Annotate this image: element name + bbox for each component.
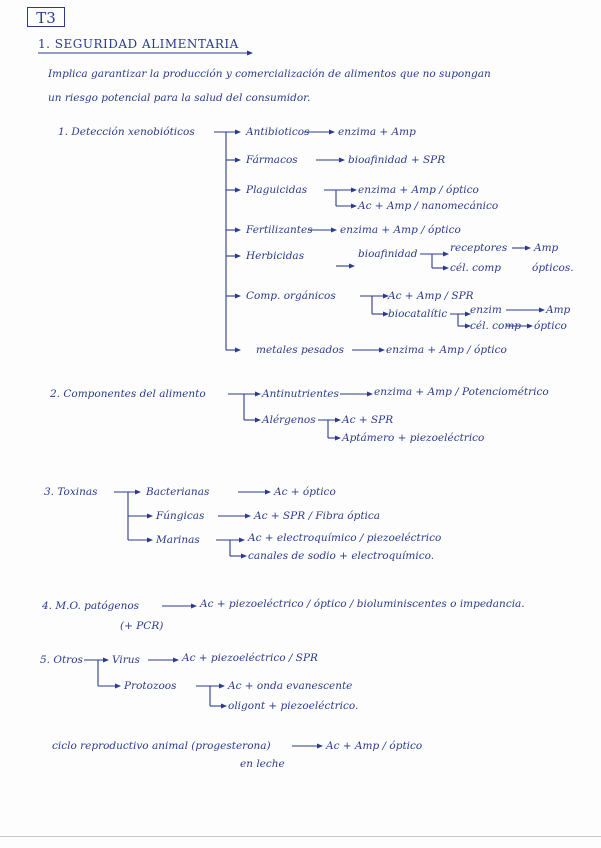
s1-fertilizantes-result: enzima + Amp / óptico [340, 224, 461, 236]
s1-antibioticos-result: enzima + Amp [338, 126, 416, 138]
arrowhead [335, 418, 341, 423]
s5-label: 5. Otros [40, 654, 83, 666]
s2-antinutrientes-result: enzima + Amp / Potenciométrico [374, 386, 549, 398]
s2-antinutrientes: Antinutrientes [262, 388, 339, 400]
arrowhead [219, 684, 225, 689]
s1-comp-organicos: Comp. orgánicos [246, 290, 336, 302]
arrowhead [367, 392, 373, 397]
s1-plaguicidas-result-2: Ac + Amp / nanomecánico [358, 200, 499, 212]
arrowhead [135, 490, 141, 495]
s3-marinas-result-2: canales de sodio + electroquímico. [248, 550, 435, 562]
arrowhead [235, 130, 241, 135]
arrowhead [339, 158, 345, 163]
s1-herbicidas: Herbicidas [246, 250, 305, 262]
arrowhead [265, 490, 271, 495]
arrowhead [235, 348, 241, 353]
s1-celcomp-result: ópticos. [532, 262, 574, 274]
s3-marinas: Marinas [156, 534, 200, 546]
s5-virus: Virus [112, 654, 140, 666]
s1-biocatalitic: biocatalític [388, 308, 448, 320]
arrowhead [335, 436, 341, 441]
arrowhead [351, 188, 357, 193]
arrowhead [351, 204, 357, 209]
footer-sub: en leche [240, 758, 285, 770]
arrowhead [235, 158, 241, 163]
s1-enzim: enzim [470, 304, 502, 316]
arrowhead [245, 514, 251, 519]
s3-bacterianas: Bacterianas [146, 486, 210, 498]
arrowhead [239, 538, 245, 543]
s2-alergenos-result-2: Aptámero + piezoeléctrico [342, 432, 485, 444]
s1-plaguicidas: Plaguicidas [246, 184, 308, 196]
arrowhead [235, 294, 241, 299]
s3-bacterianas-result: Ac + óptico [274, 486, 336, 498]
s1-metales-result: enzima + Amp / óptico [386, 344, 507, 356]
s5-protozoos: Protozoos [124, 680, 177, 692]
arrowhead [173, 658, 179, 663]
s1-fertilizantes: Fertilizantes [246, 224, 313, 236]
page-title: T3 [27, 7, 65, 27]
arrowhead [235, 228, 241, 233]
footer-result: Ac + Amp / óptico [326, 740, 423, 752]
arrowhead [349, 264, 355, 269]
s2-alergenos-result-1: Ac + SPR [342, 414, 394, 426]
s1-celcomp2-result: óptico [534, 320, 567, 332]
arrowhead [241, 554, 247, 559]
arrowhead [329, 130, 335, 135]
arrowhead [235, 188, 241, 193]
arrowhead [235, 254, 241, 259]
s1-antibioticos: Antibioticos [246, 126, 310, 138]
s1-enzim-result: Amp [546, 304, 571, 316]
s3-marinas-result-1: Ac + electroquímico / piezoeléctrico [248, 532, 442, 544]
page-bottom-rule [0, 836, 601, 837]
arrowhead [379, 348, 385, 353]
s2-alergenos: Alérgenos [262, 414, 316, 426]
s1-herbicidas-result: bioafinidad [358, 248, 418, 260]
intro-line-1: Implica garantizar la producción y comercialización de alimentos que no supongan [48, 68, 491, 80]
s3-fungicas: Fúngicas [156, 510, 205, 522]
arrowhead [191, 604, 197, 609]
arrowhead [221, 704, 227, 709]
s4-label: 4. M.O. patógenos [42, 600, 140, 612]
s1-comp-organicos-result: Ac + Amp / SPR [388, 290, 474, 302]
arrowhead [255, 418, 261, 423]
s1-receptores-result: Amp [534, 242, 559, 254]
section-heading: 1. SEGURIDAD ALIMENTARIA [38, 37, 239, 51]
s1-farmacos-result: bioafinidad + SPR [348, 154, 446, 166]
s3-fungicas-result: Ac + SPR / Fibra óptica [254, 510, 381, 522]
arrowhead [527, 324, 533, 329]
s2-label: 2. Componentes del alimento [50, 388, 206, 400]
s3-label: 3. Toxinas [44, 486, 98, 498]
s1-metales: metales pesados [256, 344, 344, 356]
s1-celcomp: cél. comp [450, 262, 502, 274]
arrowhead [525, 246, 531, 251]
arrowhead [539, 308, 545, 313]
s1-label: 1. Detección xenobióticos [58, 126, 195, 138]
s1-celcomp2: cél. comp [470, 320, 522, 332]
arrowhead [331, 228, 337, 233]
s1-plaguicidas-result-1: enzima + Amp / óptico [358, 184, 479, 196]
arrowhead [443, 252, 449, 257]
s5-virus-result: Ac + piezoeléctrico / SPR [182, 652, 318, 664]
s1-farmacos: Fármacos [246, 154, 298, 166]
s1-receptores: receptores [450, 242, 508, 254]
arrowhead [103, 658, 109, 663]
intro-line-2: un riesgo potencial para la salud del consumidor. [48, 92, 311, 104]
footer-line: ciclo reproductivo animal (progesterona) [52, 740, 271, 752]
arrowhead [115, 684, 121, 689]
s4-result: Ac + piezoeléctrico / óptico / bioluminiscentes o impedancia. [200, 598, 525, 610]
arrowhead [317, 744, 323, 749]
arrowhead [147, 538, 153, 543]
arrowhead [443, 266, 449, 271]
arrowhead [255, 392, 261, 397]
arrowhead [147, 514, 153, 519]
s5-protozoos-result-2: oligont + piezoeléctrico. [228, 700, 359, 712]
s5-protozoos-result-1: Ac + onda evanescente [228, 680, 353, 692]
arrowhead [247, 51, 253, 56]
s4-note: (+ PCR) [120, 620, 164, 632]
